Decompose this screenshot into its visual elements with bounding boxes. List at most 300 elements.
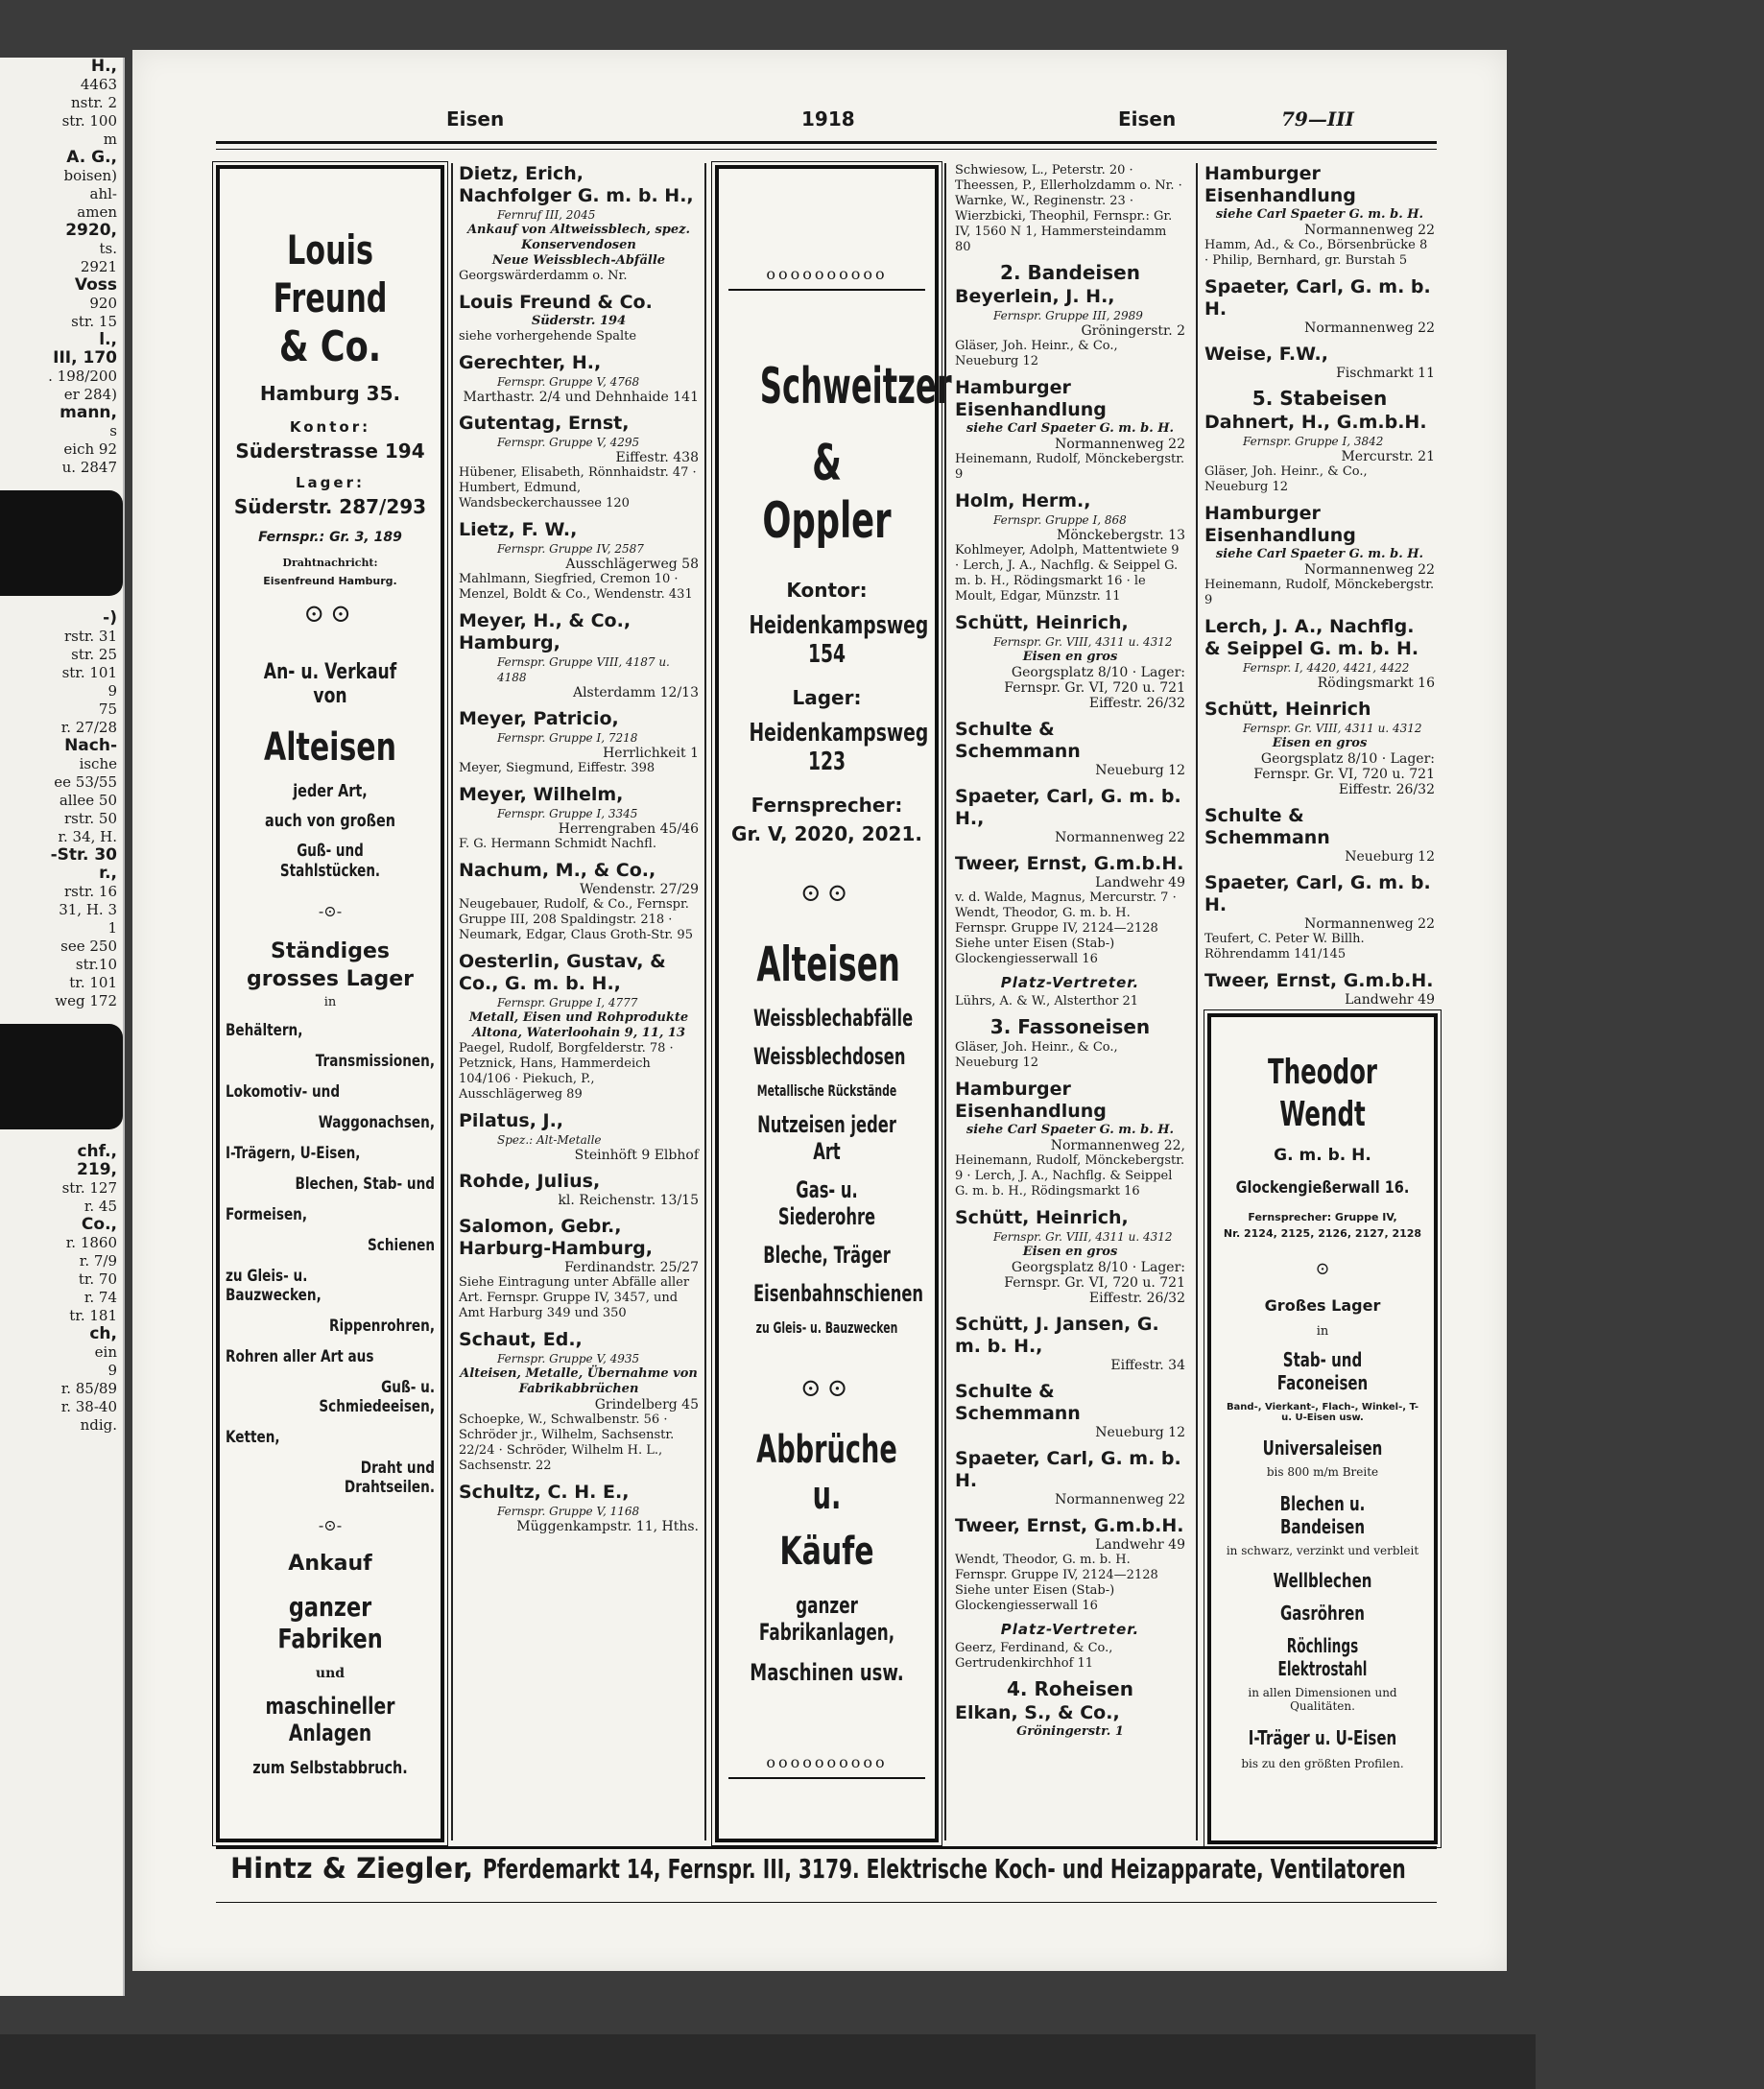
listing-r: Alsterdamm 12/13	[572, 685, 699, 700]
listing-r: Ausschlägerweg 58	[565, 557, 699, 572]
freund-line3: auch von großen	[265, 811, 395, 831]
listing-i: Eisen en gros	[1022, 1245, 1118, 1259]
left-page-fragment: 2921	[80, 258, 117, 275]
wendt-l6: in schwarz, verzinkt und verbleit	[1226, 1544, 1419, 1557]
left-page-fragment: r. 7/9	[79, 1252, 117, 1270]
freund-stock1: Ständiges	[271, 939, 390, 963]
schweitzer-item: Eisenbahnschienen	[753, 1280, 924, 1307]
left-page-fragment: ts.	[99, 240, 117, 257]
wendt-phone: Nr. 2124, 2125, 2126, 2127, 2128	[1223, 1227, 1422, 1240]
listing-n: Schütt, Heinrich,	[955, 612, 1129, 633]
listing-entry	[1204, 412, 1435, 495]
listing-s: Fernspr. Gr. VIII, 4311 u. 4312	[993, 635, 1173, 649]
wendt-l4: bis 800 m/m Breite	[1266, 1465, 1379, 1479]
listing-entry	[1204, 805, 1435, 865]
header-rule	[216, 141, 1437, 144]
listing-s: Fernspr. Gruppe V, 4295	[497, 436, 640, 449]
listing-n: Lerch, J. A., Nachflg. & Seippel G. m. b. H.	[1204, 616, 1419, 659]
listing-r: Neueburg 12	[1345, 849, 1435, 865]
listing-entry	[459, 1171, 699, 1208]
listing-s: Fernspr. I, 4420, 4421, 4422	[1243, 661, 1410, 675]
schweitzer-phone: Gr. V, 2020, 2021.	[731, 822, 922, 845]
freund-line4: Guß- und Stahlstücken.	[279, 841, 381, 881]
listing-r: Georgsplatz 8/10 · Lager: Fernspr. Gr. VI, 720 u. 721 Eiffestr. 26/32	[1253, 751, 1435, 797]
listing-r: Georgsplatz 8/10 · Lager: Fernspr. Gr. VI, 720 u. 721 Eiffestr. 26/32	[1004, 665, 1185, 711]
listing-column-5	[1204, 163, 1435, 1008]
left-page-fragment: ein	[94, 1343, 117, 1361]
listing-i: siehe Carl Spaeter G. m. b. H.	[965, 1123, 1175, 1137]
freund-phone: Fernspr.: Gr. 3, 189	[258, 530, 402, 545]
listing-s: Fernspr. Gruppe III, 2989	[993, 309, 1143, 322]
listing-entry	[459, 784, 699, 852]
wendt-lager: Großes Lager	[1264, 1296, 1381, 1315]
header-center: 1918	[801, 107, 855, 131]
listing-entry	[1204, 970, 1435, 1008]
left-page-fragment: 2920,	[65, 221, 117, 240]
listing-d: Siehe Eintragung unter Abfälle aller Art. Fernspr. Gruppe IV, 3457, und Amt Harburg 349 und 350	[459, 1275, 690, 1320]
listing-r: Steinhöft 9 Elbhof	[574, 1148, 699, 1163]
wendt-l2: Band-, Vierkant-, Flach-, Winkel-, T- u. U-Eisen usw.	[1226, 1402, 1419, 1423]
left-page-fragment: r. 74	[83, 1289, 117, 1306]
listing-n: Pilatus, J.,	[459, 1110, 564, 1131]
listing-r: Gröningerstr. 2	[1081, 323, 1185, 339]
listing-r: Ferdinandstr. 25/27	[564, 1260, 699, 1275]
listing-r: Normannenweg 22	[1055, 437, 1185, 452]
listing-n: Spaeter, Carl, G. m. b. H.	[1204, 872, 1431, 915]
schweitzer-item: Gas- u. Siederohre	[777, 1176, 876, 1230]
freund-item: Schienen	[367, 1236, 435, 1255]
listing-n: Meyer, H., & Co., Hamburg,	[459, 610, 632, 653]
left-page-fragment: ische	[79, 755, 117, 772]
ornament-row: oooooooooo	[766, 265, 888, 283]
schweitzer-kontor: Heidenkampsweg 154	[749, 611, 929, 669]
listing-n: Spaeter, Carl, G. m. b. H.	[1204, 276, 1431, 320]
listing-d: Heinemann, Rudolf, Mönckebergstr. 9	[1204, 578, 1435, 607]
freund-stock2: grosses Lager	[247, 967, 414, 991]
listing-i: Ankauf von Altweissblech, spez. Konservendosen	[466, 223, 691, 252]
left-page-fragment: str. 25	[71, 646, 117, 663]
left-page-fragment: 219,	[77, 1160, 117, 1179]
listing-n: Dietz, Erich, Nachfolger G. m. b. H.,	[459, 163, 694, 206]
listing-entry	[1204, 344, 1435, 381]
listing-n: Schütt, J. Jansen, G. m. b. H.,	[955, 1314, 1159, 1357]
freund-item: I-Trägern, U-Eisen,	[226, 1144, 361, 1163]
left-page-fragment: 31, H. 3	[59, 901, 117, 918]
listing-r: Mercurstr. 21	[1341, 449, 1435, 464]
listing-i2: Altona, Waterloohain 9, 11, 13	[471, 1026, 686, 1040]
listing-i: siehe Carl Spaeter G. m. b. H.	[1215, 207, 1424, 222]
freund-in: in	[323, 995, 337, 1009]
listing-i: Süderstr. 194	[531, 314, 627, 328]
left-page-fragment: -Str. 30	[50, 845, 117, 865]
schweitzer-buy3: ganzer Fabrikanlagen,	[758, 1592, 895, 1646]
wendt-l3: Universaleisen	[1262, 1436, 1383, 1460]
left-page-fragment: Voss	[74, 275, 117, 295]
listing-entry	[955, 786, 1185, 845]
listing-n: Schütt, Heinrich,	[955, 1207, 1129, 1228]
listing-i: Gröningerstr. 1	[1016, 1724, 1124, 1739]
wendt-l5: Blechen u. Bandeisen	[1279, 1492, 1366, 1538]
listing-entry	[1204, 163, 1435, 269]
left-page-fragment: III, 170	[53, 348, 117, 368]
listing-r: Normannenweg 22	[1304, 562, 1435, 578]
column-rule	[944, 163, 946, 1840]
listing-n: Hamburger Eisenhandlung	[955, 1079, 1107, 1122]
listing-entry	[459, 708, 699, 776]
footer-text: Pferdemarkt 14, Fernspr. III, 3179. Elektrische Koch- und Heizapparate, Ventilatoren	[482, 1853, 1406, 1885]
left-page-fragment: nstr. 2	[71, 94, 117, 111]
freund-item-list	[220, 1021, 441, 1497]
left-page-fragment: ee 53/55	[54, 773, 117, 791]
left-page-fragment: -)	[103, 608, 117, 628]
listing-s: Fernspr. Gr. VIII, 4311 u. 4312	[993, 1230, 1173, 1244]
listing-d: F. G. Hermann Schmidt Nachfl.	[459, 837, 656, 851]
header-rule-thin	[216, 149, 1437, 150]
freund-item: zu Gleis- u. Bauzwecken,	[226, 1267, 322, 1305]
freund-item: Rohren aller Art aus	[226, 1347, 374, 1366]
left-page-fragment: str. 15	[71, 313, 117, 330]
listing-d: Heinemann, Rudolf, Mönckebergstr. 9	[955, 452, 1185, 482]
left-page-fragment: amen	[77, 203, 117, 221]
platz-entry: Geerz, Ferdinand, & Co., Gertrudenkirchhof 11	[955, 1641, 1113, 1671]
left-page-fragment: Nach-	[64, 736, 117, 755]
listing-d: Kohlmeyer, Adolph, Mattentwiete 9 · Lerch, J. A., Nachflg. & Seippel G. m. b. H., Rödingsmarkt 16 · le Moult, Edgar, Münzstr. 11	[955, 543, 1180, 604]
left-page-fragment: 4463	[80, 76, 117, 93]
wendt-l11: I-Träger u. U-Eisen	[1248, 1726, 1397, 1749]
schweitzer-lager-label: Lager:	[792, 686, 862, 709]
schweitzer-buy2: Käufe	[779, 1530, 874, 1574]
listing-entry	[955, 1448, 1185, 1507]
listing-s: Fernspr. Gruppe I, 3842	[1243, 435, 1384, 448]
listing-r: Normannenweg 22	[1055, 1492, 1185, 1507]
listing-n: Schütt, Heinrich	[1204, 699, 1371, 720]
listing-entry	[955, 1381, 1185, 1440]
rule	[728, 289, 925, 291]
listing-i: siehe Carl Spaeter G. m. b. H.	[965, 421, 1175, 436]
listing-r: Normannenweg 22	[1055, 830, 1185, 845]
listing-d: Teufert, C. Peter W. Billh. Röhrendamm 141/145	[1204, 932, 1365, 961]
ornament-dots: ⊙⊙	[799, 1374, 854, 1403]
listing-entry	[459, 610, 699, 700]
listing-r: Müggenkampstr. 11, Hths.	[516, 1519, 699, 1534]
listing-entry	[955, 286, 1185, 369]
left-page-fragment: see 250	[60, 938, 117, 955]
footer-ad	[230, 1852, 1430, 1896]
listing-n: Spaeter, Carl, G. m. b. H.,	[955, 786, 1181, 829]
left-page-fragment: ndig.	[80, 1416, 117, 1434]
freund-item: Blechen, Stab- und	[295, 1175, 435, 1194]
freund-wire-label: Drahtnachricht:	[282, 557, 378, 569]
listing-entry	[955, 1040, 1185, 1071]
listing-n: Schultz, C. H. E.,	[459, 1482, 630, 1503]
freund-lager-label: Lager:	[296, 474, 365, 491]
left-page-fragment: r. 85/89	[60, 1380, 117, 1397]
column-rule	[704, 163, 706, 1840]
ad-louis-freund	[216, 165, 444, 1842]
freund-buy3: und	[315, 1666, 346, 1681]
left-page-fragment: rstr. 50	[63, 810, 117, 827]
footer-rule	[216, 1846, 1437, 1849]
left-page-fragment: str.10	[75, 956, 117, 973]
listing-s: Fernspr. Gruppe I, 7218	[497, 731, 638, 745]
page-header	[216, 104, 1437, 138]
freund-item: Ketten,	[226, 1428, 280, 1447]
freund-item: Transmissionen,	[315, 1052, 435, 1071]
listing-n: Hamburger Eisenhandlung	[955, 377, 1107, 420]
freund-name2: & Co.	[278, 322, 382, 371]
listing-entry	[1204, 872, 1435, 962]
listing-d: Gläser, Joh. Heinr., & Co., Neueburg 12	[955, 339, 1118, 368]
listing-n: Schaut, Ed.,	[459, 1329, 583, 1350]
listing-r: Normannenweg 22	[1304, 916, 1435, 932]
listing-r: Fischmarkt 11	[1336, 366, 1435, 381]
listing-s: Fernspr. Gruppe V, 4935	[497, 1352, 640, 1365]
footer-name: Hintz & Ziegler,	[230, 1852, 474, 1885]
listing-n: Tweer, Ernst, G.m.b.H.	[955, 1515, 1184, 1536]
page-number: 79—III	[1281, 107, 1354, 131]
freund-item: Lokomotiv- und	[226, 1082, 341, 1102]
listing-entry	[459, 292, 699, 344]
wendt-in: in	[1316, 1324, 1329, 1339]
listing-n: Tweer, Ernst, G.m.b.H.	[1204, 970, 1434, 991]
left-page-fragment: s	[109, 422, 117, 439]
left-page-fragment: r. 45	[83, 1198, 117, 1215]
listing-r: Neueburg 12	[1095, 1425, 1185, 1440]
schweitzer-name1: Schweitzer	[759, 358, 952, 415]
left-page-fragment: r. 27/28	[60, 719, 117, 736]
listing-entry	[459, 1482, 699, 1534]
listing-entry	[955, 853, 1185, 967]
listing-r: Grindelberg 45	[594, 1397, 699, 1412]
left-page-fragment: rstr. 16	[63, 883, 117, 900]
left-page-fragment: er 284)	[63, 386, 117, 403]
listing-s: Fernruf III, 2045	[497, 208, 596, 222]
listing-entry	[459, 519, 699, 603]
listing-r: Normannenweg 22	[1304, 223, 1435, 238]
column-rule	[1196, 163, 1198, 1840]
ornament: -⊙-	[318, 1516, 343, 1534]
ad-schweitzer-oppler	[715, 165, 952, 1842]
schweitzer-item: zu Gleis- u. Bauzwecken	[755, 1318, 898, 1337]
left-page-edge	[0, 58, 125, 1996]
left-page-fragment: 9	[107, 682, 117, 700]
schweitzer-kontor-label: Kontor:	[786, 579, 868, 602]
listing-i: Alteisen, Metalle, Übernahme von Fabrikabbrüchen	[460, 1366, 698, 1396]
ornament-row: oooooooooo	[766, 1753, 888, 1771]
platz-heading: Platz-Vertreter.	[1000, 1621, 1140, 1638]
listing-entry	[1204, 699, 1435, 797]
freund-item: Rippenrohren,	[328, 1317, 435, 1336]
listing-entry	[459, 413, 699, 511]
listing-d: Heinemann, Rudolf, Mönckebergstr. 9 · Lerch, J. A., Nachflg. & Seippel G. m. b. H., Rödingsmarkt 16	[955, 1153, 1185, 1199]
listing-i: Eisen en gros	[1272, 736, 1368, 750]
freund-city: Hamburg 35.	[259, 382, 401, 405]
listing-d: Neugebauer, Rudolf, & Co., Fernspr. Gruppe III, 208 Spaldingstr. 218 · Neumark, Edgar, Claus Groth-Str. 95	[459, 897, 693, 942]
listing-r: Wendenstr. 27/29	[579, 882, 699, 897]
schweitzer-buy1: Abbrüche u.	[756, 1428, 897, 1518]
black-ad-block	[0, 490, 123, 596]
left-page-fragment: mann,	[60, 403, 117, 422]
listing-column-2	[459, 163, 699, 1840]
left-page-fragment: H.,	[90, 57, 117, 76]
schweitzer-phone-label: Fernsprecher:	[751, 794, 903, 817]
listing-s: Fernspr. Gruppe I, 868	[993, 513, 1127, 527]
ornament-dots: ⊙⊙	[799, 879, 854, 908]
scan-bottom-band	[0, 2034, 1536, 2089]
freund-kontor-label: Kontor:	[289, 418, 371, 436]
wendt-l7: Wellblechen	[1273, 1569, 1372, 1592]
listing-entry	[955, 490, 1185, 605]
left-page-fragment: r.,	[99, 864, 117, 883]
listing-d: Georgswärderdamm o. Nr.	[459, 269, 628, 283]
listing-d: siehe vorhergehende Spalte	[459, 329, 637, 344]
listing-n: Gutentag, Ernst,	[459, 413, 630, 434]
column-rule	[451, 163, 453, 1840]
left-page-fragment: r. 38-40	[60, 1398, 117, 1415]
listing-i: siehe Carl Spaeter G. m. b. H.	[1215, 547, 1424, 561]
left-page-fragment: Co.,	[81, 1215, 117, 1234]
schweitzer-item: Metallische Rückstände	[756, 1081, 897, 1100]
listing-n: Tweer, Ernst, G.m.b.H.	[955, 853, 1184, 874]
listing-n: Weise, F.W.,	[1204, 344, 1328, 365]
listing-n: Lietz, F. W.,	[459, 519, 578, 540]
listing-entry	[459, 1216, 699, 1321]
left-page-fragment: str. 101	[61, 664, 117, 681]
freund-item: Waggonachsen,	[318, 1113, 435, 1132]
listing-r: Landwehr 49	[1095, 1537, 1185, 1553]
listing-entry	[459, 1110, 699, 1163]
freund-kontor: Süderstrasse 194	[235, 439, 425, 463]
listing-r: Marthastr. 2/4 und Dehnhaide 141	[463, 390, 699, 405]
ornament-dots: ⊙⊙	[303, 600, 357, 629]
listing-n: Hamburger Eisenhandlung	[1204, 503, 1356, 546]
listing-entry	[459, 1329, 699, 1474]
listing-d: Schoepke, W., Schwalbenstr. 56 · Schröder jr., Wilhelm, Sachsenstr. 22/24 · Schröder, Wilhelm H. L., Sachsenstr. 22	[459, 1412, 675, 1473]
section-heading: 2. Bandeisen	[1000, 261, 1140, 284]
listing-entry	[955, 1515, 1185, 1614]
listing-s: Spez.: Alt-Metalle	[497, 1133, 602, 1147]
listing-column-4	[955, 163, 1185, 1840]
listing-s: Fernspr. Gruppe V, 1168	[497, 1505, 640, 1518]
listing-n: Nachum, M., & Co.,	[459, 860, 656, 881]
listing-d: Hübener, Elisabeth, Rönnhaidstr. 47 · Humbert, Edmund, Wandsbeckerchaussee 120	[459, 465, 697, 510]
listing-s: Fernspr. Gruppe V, 4768	[497, 375, 640, 389]
listing-d: Wendt, Theodor, G. m. b. H. Fernspr. Gruppe IV, 2124—2128 Siehe unter Eisen (Stab-) Glockengiesserwall 16	[955, 1553, 1158, 1613]
listing-r: Landwehr 49	[1345, 992, 1435, 1008]
left-page-fragment: str. 127	[61, 1179, 117, 1197]
listing-s: Fernspr. Gruppe I, 3345	[497, 807, 638, 820]
listing-d: Hamm, Ad., & Co., Börsenbrücke 8 · Philip, Bernhard, gr. Burstah 5	[1204, 238, 1428, 268]
header-right: Eisen	[1118, 107, 1177, 131]
freund-wire: Eisenfreund Hamburg.	[263, 575, 397, 587]
left-page-fragment: tr. 70	[78, 1270, 117, 1288]
left-page-fragment: boisen)	[63, 167, 117, 184]
left-page-fragment: r. 34, H.	[58, 828, 117, 845]
listing-i2: Neue Weissblech-Abfälle	[491, 253, 666, 268]
platz-heading: Platz-Vertreter.	[1000, 974, 1140, 991]
listing-n: Louis Freund & Co.	[459, 292, 653, 313]
left-page-fragment: allee 50	[59, 792, 117, 809]
schweitzer-item: Bleche, Träger	[763, 1242, 891, 1269]
listing-n: Holm, Herm.,	[955, 490, 1091, 511]
left-page-fragment: rstr. 31	[63, 628, 117, 645]
schweitzer-item: Nutzeisen jeder Art	[757, 1111, 896, 1165]
listing-s: Fernspr. Gr. VIII, 4311 u. 4312	[1243, 722, 1422, 735]
listing-entry	[459, 352, 699, 405]
wendt-l12: bis zu den größten Profilen.	[1241, 1757, 1404, 1770]
freund-item: Draht und Drahtseilen.	[344, 1459, 435, 1497]
freund-line2: jeder Art,	[293, 781, 368, 801]
listing-r: Rödingsmarkt 16	[1317, 676, 1435, 691]
listing-n: Oesterlin, Gustav, & Co., G. m. b. H.,	[459, 951, 666, 994]
listing-r: kl. Reichenstr. 13/15	[558, 1193, 699, 1208]
footer-rule-thin	[216, 1902, 1437, 1903]
wendt-address: Glockengießerwall 16.	[1235, 1178, 1410, 1198]
listing-n: Elkan, S., & Co.,	[955, 1702, 1120, 1723]
listing-d: Gläser, Joh. Heinr., & Co., Neueburg 12	[1204, 464, 1368, 494]
schweitzer-name2: & Oppler	[762, 435, 892, 550]
listing-d: Gläser, Joh. Heinr., & Co., Neueburg 12	[955, 1040, 1118, 1070]
section-heading: 5. Stabeisen	[1251, 387, 1388, 410]
listing-r: Eiffestr. 438	[615, 450, 699, 465]
listing-entry	[1204, 503, 1435, 608]
section-heading: 3. Fassoneisen	[989, 1015, 1151, 1038]
wendt-gmbh: G. m. b. H.	[1274, 1146, 1371, 1165]
header-left: Eisen	[446, 107, 505, 131]
ad-theodor-wendt	[1207, 1013, 1438, 1844]
ornament: -⊙-	[318, 902, 343, 920]
left-page-fragment: m	[103, 131, 117, 148]
wendt-l8: Gasröhren	[1279, 1602, 1365, 1625]
listing-entry	[955, 1079, 1185, 1199]
listing-d: v. d. Walde, Magnus, Mercurstr. 7 · Wendt, Theodor, G. m. b. H. Fernspr. Gruppe IV, 2124—2128 Siehe unter Eisen (Stab-) Glockengiesserwall 16	[955, 890, 1177, 966]
listing-entry	[955, 377, 1185, 483]
schweitzer-item: Weissblechdosen	[753, 1043, 906, 1070]
listing-n: Meyer, Patricio,	[459, 708, 619, 729]
schweitzer-buy4: Maschinen usw.	[750, 1659, 904, 1686]
left-page-fragment: str. 100	[61, 112, 117, 130]
listing-r: Neueburg 12	[1095, 763, 1185, 778]
freund-buy5: zum Selbstabbruch.	[252, 1758, 408, 1778]
left-page-fragment: . 198/200	[48, 368, 117, 385]
listing-entry	[459, 951, 699, 1103]
rule	[728, 1777, 925, 1779]
listing-n: Meyer, Wilhelm,	[459, 784, 624, 805]
listing-i: Metall, Eisen und Rohprodukte	[468, 1010, 689, 1025]
left-page-fragment: chf.,	[77, 1142, 117, 1161]
listing-i: Eisen en gros	[1022, 650, 1118, 664]
left-page-fragment: A. G.,	[66, 148, 117, 167]
freund-item: Behältern,	[226, 1021, 303, 1040]
left-page-fragment: ch,	[89, 1324, 117, 1343]
wendt-phone-label: Fernsprecher: Gruppe IV,	[1248, 1211, 1397, 1223]
wendt-l9: Röchlings Elektrostahl	[1277, 1634, 1368, 1680]
listing-n: Spaeter, Carl, G. m. b. H.	[955, 1448, 1181, 1491]
listing-entry	[955, 1314, 1185, 1373]
col4-top: Schwiesow, L., Peterstr. 20 · Theessen, P., Ellerholzdamm o. Nr. · Warnke, W., Reginenstr. 23 · Wierzbicki, Theophil, Fernspr.: Gr. IV, 1560 N 1, Hammersteindamm 80	[955, 163, 1182, 254]
left-page-fragment: 9	[107, 1362, 117, 1379]
freund-alteisen: Alteisen	[263, 725, 397, 770]
listing-n: Beyerlein, J. H.,	[955, 286, 1115, 307]
section-heading: 4. Roheisen	[1007, 1677, 1133, 1700]
listing-n: Schulte & Schemmann	[1204, 805, 1330, 848]
freund-buy2: ganzer Fabriken	[277, 1591, 383, 1654]
wendt-l10: in allen Dimensionen und Qualitäten.	[1248, 1686, 1397, 1713]
wendt-name: Theodor Wendt	[1268, 1053, 1377, 1134]
left-page-fragment: weg 172	[55, 992, 117, 1009]
left-page-fragment: l.,	[99, 330, 117, 349]
listing-d: Paegel, Rudolf, Borgfelderstr. 78 · Petznick, Hans, Hammerdeich 104/106 · Piekuch, P., Ausschlägerweg 89	[459, 1041, 674, 1102]
